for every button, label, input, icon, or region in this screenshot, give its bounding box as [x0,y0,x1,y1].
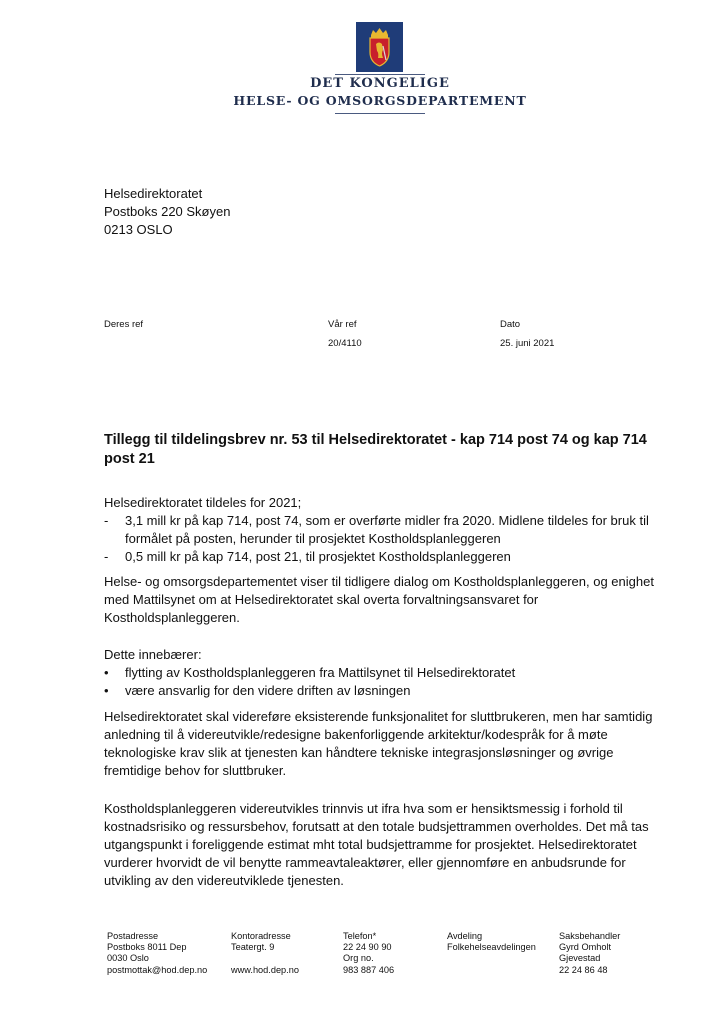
footer-postadresse [107,931,207,976]
var-ref-label: Vår ref [328,319,357,330]
paragraph-text: Helse- og omsorgsdepartementet viser til tidligere dialog om Kostholdsplanleggeren, og enighet med Mattilsynet om at Helsedirektoratet skal overta forvaltningsansvaret for Kostholdsplanleggeren. [104,574,654,625]
footer-value: 22 24 90 90 [343,942,392,953]
footer-saksbehandler [559,931,620,976]
footer-telefon [343,931,394,976]
list-item-text: 3,1 mill kr på kap 714, post 74, som er overførte midler fra 2020. Midlene tildeles for bruk til formålet på posten, herunder til prosjektet Kostholdsplanleggeren [125,513,649,546]
dash-marker: - [104,549,109,564]
paragraph-text: Kostholdsplanleggeren videreutvikles trinnvis ut ifra hva som er hensiktsmessig i forhold til kostnadsrisiko og ressursbehov, forutsatt at den totale budsjettrammen overholdes. Det må tas utgangspunkt i foreliggende estimat mht total budsjettramme for prosjektet. Helsedirektoratet vurderer hvorvidt de vil benytte rammeavtaleaktører, eller gjennomføre en anbudsrunde for utvikling av den videreutviklede tjenesten. [104,801,649,888]
list-item [104,664,659,682]
paragraph-development [104,800,659,890]
allocation-intro: Helsedirektoratet tildeles for 2021; [104,495,302,510]
footer-value: Org no. [343,953,374,964]
footer-avdeling [447,931,536,953]
footer-label: Saksbehandler [559,931,621,941]
footer-kontoradresse [231,931,299,976]
implies-intro: Dette innebærer: [104,647,202,662]
list-item [104,682,659,700]
footer-value: Folkehelseavdelingen [447,942,536,953]
footer-label: Telefon* [343,931,377,941]
org-name-line2: HELSE- OG OMSORGSDEPARTEMENT [233,93,527,108]
footer-spacer [231,953,299,964]
dato-label: Dato [500,319,521,330]
list-item-text: være ansvarlig for den videre driften av løsningen [125,683,411,698]
paragraph-text: Helsedirektoratet skal videreføre eksisterende funksjonalitet for sluttbrukeren, men har samtidig anledning til å videreutvikle/redesigne bakenforliggende arkitektur/kodespråk for å møte teknologiske krav slik at tjenesten kan håndtere tekniske integrasjonsløsninger og øvrige fremtidige behov for sluttbruker. [104,709,653,778]
org-name-line1: DET KONGELIGE [310,76,450,91]
footer-label: Kontoradresse [231,931,291,941]
list-item [104,512,659,548]
dash-marker: - [104,513,109,528]
recipient-address [104,185,230,239]
recipient-name: Helsedirektoratet [104,186,203,201]
bullet-marker: • [104,665,109,680]
footer-value: 983 887 406 [343,964,395,975]
footer-label: Postadresse [107,931,159,941]
header-rule-top [335,74,425,75]
paragraph-functionality [104,708,659,780]
letter-title: Tillegg til tildelingsbrev nr. 53 til Helsedirektoratet - kap 714 post 74 og kap 714 post 21 [104,432,647,467]
footer-value: 22 24 86 48 [559,964,608,975]
allocation-section [104,494,659,566]
recipient-postal: 0213 OSLO [104,222,173,237]
footer-value: Postboks 8011 Dep [107,942,187,953]
footer-email-link[interactable]: postmottak@hod.dep.no [107,964,208,975]
list-item [104,548,659,566]
recipient-street: Postboks 220 Skøyen [104,204,231,219]
deres-ref-label: Deres ref [104,319,144,330]
footer-value: Gyrd Omholt [559,942,612,953]
list-item-text: 0,5 mill kr på kap 714, post 21, til prosjektet Kostholdsplanleggeren [125,549,511,564]
footer-value: Gjevestad [559,953,601,964]
bullet-marker: • [104,683,109,698]
dato-value: 25. juni 2021 [500,338,555,349]
var-ref-value: 20/4110 [328,338,362,349]
implies-section [104,646,659,700]
list-item-text: flytting av Kostholdsplanleggeren fra Mattilsynet til Helsedirektoratet [125,665,516,680]
footer-website-link[interactable]: www.hod.dep.no [231,964,299,975]
footer-label: Avdeling [447,931,483,941]
coat-of-arms-logo [356,22,403,72]
header-rule-bottom [335,113,425,114]
paragraph-dialog [104,573,659,627]
footer-value: 0030 Oslo [107,953,149,964]
footer-value: Teatergt. 9 [231,942,275,953]
